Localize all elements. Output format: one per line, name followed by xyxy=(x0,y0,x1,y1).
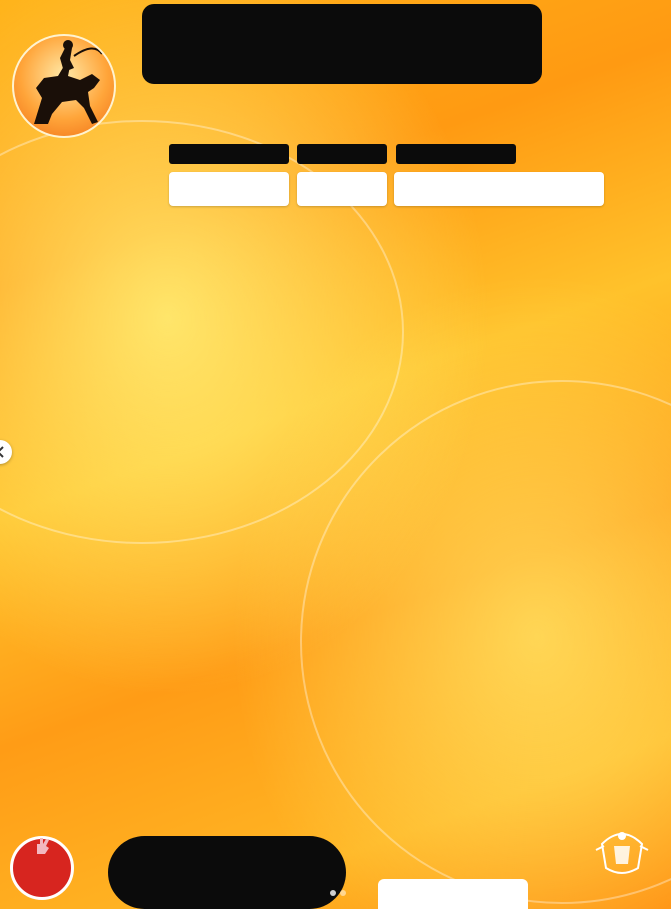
carousel-dot[interactable] xyxy=(330,890,336,896)
arrow-left-icon xyxy=(0,440,12,464)
previous-button[interactable] xyxy=(0,440,12,464)
winner-number-label xyxy=(169,144,289,164)
page-title xyxy=(142,4,542,84)
prize-pill xyxy=(108,836,346,909)
winner-serie-label xyxy=(297,144,387,164)
horse-rider-icon xyxy=(14,36,114,136)
logo xyxy=(12,34,116,138)
winner-despachado-label xyxy=(396,144,516,164)
winner-despachado xyxy=(394,172,604,206)
en-premios-label xyxy=(378,879,528,909)
hand-icon xyxy=(33,836,53,854)
winner-serie xyxy=(297,172,387,206)
winner-number xyxy=(169,172,289,206)
carousel-dot[interactable] xyxy=(340,890,346,896)
crest-icon xyxy=(592,824,652,878)
